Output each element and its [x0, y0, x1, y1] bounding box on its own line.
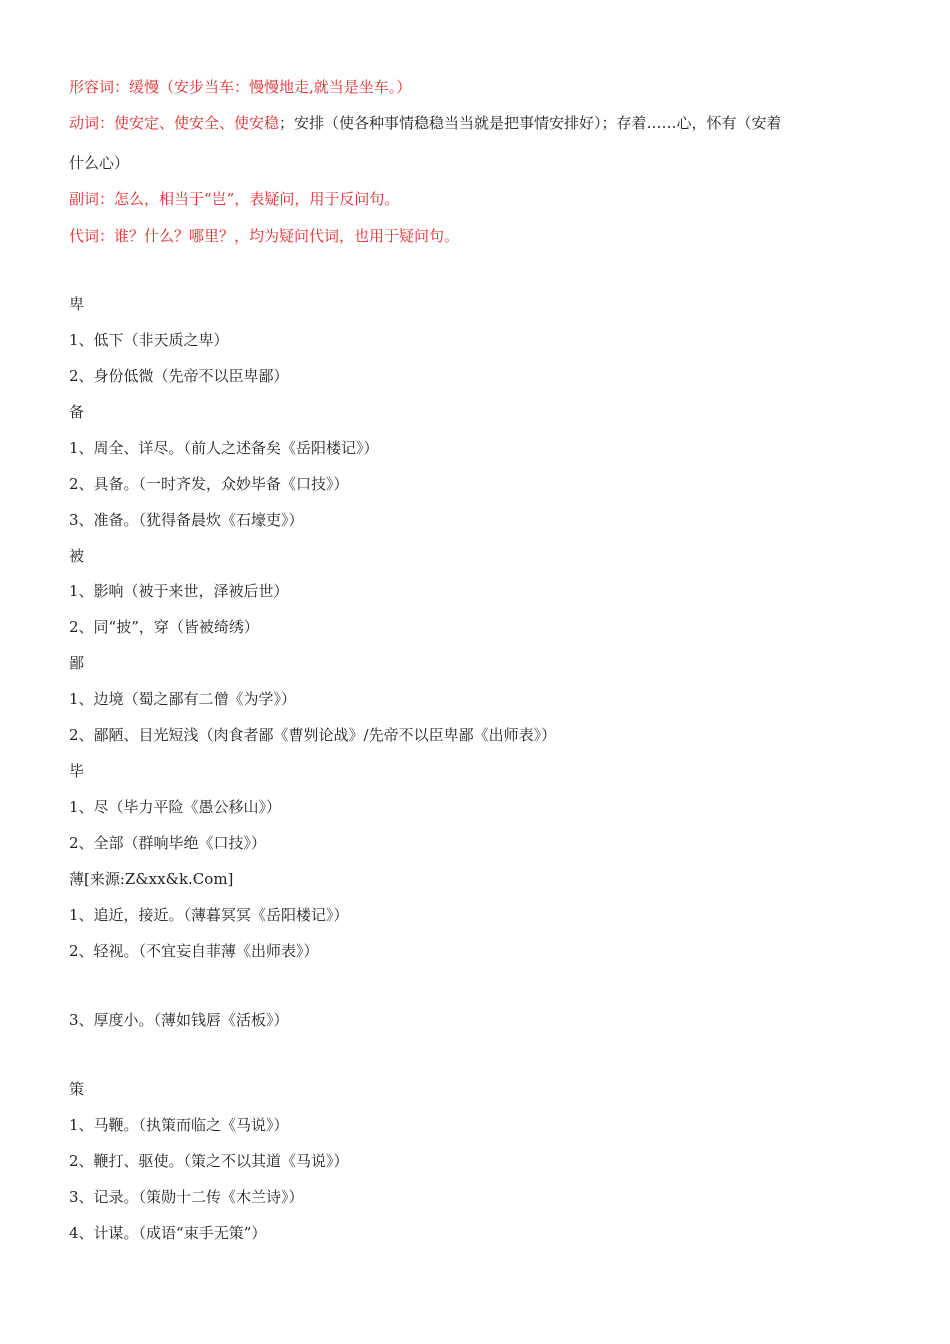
entry-head: 鄙 [69, 654, 85, 672]
entry-sense: 2、轻视。（不宜妄自菲薄《出师表》） [69, 942, 319, 960]
entry-sense: 2、同“披”，穿（皆被绮绣） [69, 618, 259, 636]
an-pronoun-line: 代词：谁？什么？哪里？，均为疑问代词，也用于疑问句。 [69, 227, 460, 245]
entry-sense: 1、影响（被于来世，泽被后世） [69, 582, 289, 600]
entry-sense: 1、边境（蜀之鄙有二僧《为学》） [69, 690, 297, 708]
an-verb-line [69, 113, 889, 133]
entry-head: 策 [69, 1080, 85, 1098]
entry-head: 被 [69, 547, 85, 565]
an-adverb-line: 副词：怎么，相当于“岂”，表疑问，用于反问句。 [69, 190, 400, 208]
entry-sense: 2、鄙陋、目光短浅（肉食者鄙《曹刿论战》/先帝不以臣卑鄙《出师表》） [69, 726, 557, 744]
entry-sense: 2、全部（群响毕绝《口技》） [69, 834, 267, 852]
entry-head: 毕 [69, 762, 85, 780]
entry-sense: 2、身份低微（先帝不以臣卑鄙） [69, 367, 289, 385]
entry-sense: 2、鞭打、驱使。（策之不以其道《马说》） [69, 1152, 349, 1170]
entry-sense: 3、记录。（策勋十二传《木兰诗》） [69, 1188, 304, 1206]
an-verb-black-part: ；安排（使各种事情稳稳当当就是把事情安排好）；存着……心，怀有（安着 [279, 114, 782, 132]
an-verb-red-part: 动词：使安定、使安全、使安稳 [69, 114, 280, 132]
entry-sense: 4、计谋。（成语“束手无策”） [69, 1224, 267, 1242]
an-verb-continuation: 什么心） [69, 154, 130, 172]
entry-head: 薄[来源:Z&xx&k.Com] [69, 870, 234, 888]
entry-sense: 2、具备。（一时齐发，众妙毕备《口技》） [69, 475, 349, 493]
entry-sense: 3、厚度小。（薄如钱唇《活板》） [69, 1011, 289, 1029]
entry-sense: 3、准备。（犹得备晨炊《石壕吏》） [69, 511, 304, 529]
entry-head: 卑 [69, 295, 85, 313]
entry-sense: 1、低下（非天质之卑） [69, 331, 229, 349]
an-adjective-line: 形容词：缓慢（安步当车：慢慢地走,就当是坐车。） [69, 78, 412, 96]
entry-sense: 1、马鞭。（执策而临之《马说》） [69, 1116, 289, 1134]
entry-head: 备 [69, 403, 85, 421]
entry-sense: 1、尽（毕力平险《愚公移山》） [69, 798, 282, 816]
entry-sense: 1、周全、详尽。（前人之述备矣《岳阳楼记》） [69, 439, 379, 457]
entry-sense: 1、追近，接近。（薄暮冥冥《岳阳楼记》） [69, 906, 349, 924]
